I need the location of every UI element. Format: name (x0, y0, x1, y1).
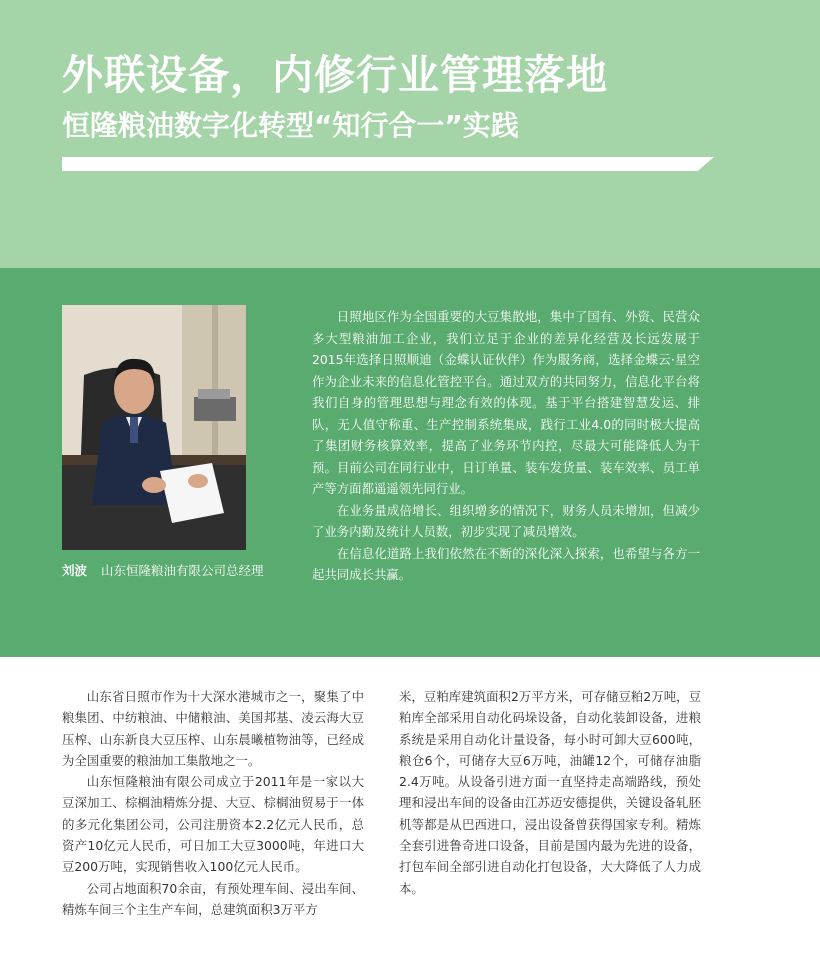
title-divider (62, 157, 714, 171)
profile-role: 山东恒隆粮油有限公司总经理 (101, 563, 264, 578)
profile-photo (62, 305, 246, 550)
article-paragraph: 山东恒隆粮油有限公司成立于2011年是一家以大豆深加工、棕榈油精炼分提、大豆、棕榈油贸易于一体的多元化集团公司，公司注册资本2.2亿元人民币，总资产10亿元人民币，可日加工大豆3000吨，年进口大豆200万吨，实现销售收入100亿元人民币。 (62, 774, 364, 875)
article-paragraph: 米，豆粕库建筑面积2万平方米，可存储豆粕2万吨，豆粕库全部采用自动化码垛设备，自动化装卸设备，进粮系统是采用自动化计量设备，每小时可卸大豆600吨，粮仓6个，可储存大豆6万吨，油罐12个，可储存油脂2.4万吨。从设备引进方面一直坚持走高端路线，预处理和浸出车间的设备由江苏迈安德提供，关键设备轧胚机等都是从巴西进口，浸出设备曾获得国家专利。精炼全套引进鲁奇进口设备，目前是国内最为先进的设备，打包车间全部引进自动化打包设备，大大降低了人力成本。 (399, 689, 701, 896)
article-paragraph: 公司占地面积70余亩，有预处理车间、浸出车间、精炼车间三个主生产车间，总建筑面积3万平方 (62, 880, 364, 917)
photo-caption (62, 561, 264, 579)
quote-paragraph: 在业务量成倍增长、组织增多的情况下，财务人员未增加，但减少了业务内勤及统计人员数，初步实现了减员增效。 (312, 502, 700, 539)
article-paragraph: 山东省日照市作为十大深水港城市之一，聚集了中粮集团、中纺粮油、中储粮油、美国邦基、凌云海大豆压榨、山东新良大豆压榨、山东晨曦植物油等，已经成为全国重要的粮油加工集散地之一。 (62, 689, 364, 768)
interview-quote (312, 306, 700, 586)
article-column-left (62, 686, 364, 920)
article-column-right (399, 686, 701, 899)
quote-paragraph: 日照地区作为全国重要的大豆集散地，集中了国有、外资、民营众多大型粮油加工企业，我们立足于企业的差异化经营及长远发展于2015年选择日照顺迪（金蝶认证伙伴）作为服务商，选择金蝶云·星空作为企业未来的信息化管控平台。通过双方的共同努力，信息化平台将我们自身的管理思想与理念有效的体现。基于平台搭建智慧发运、排队，无人值守称重、生产控制系统集成，践行工业4.0的同时极大提高了集团财务核算效率，提高了业务环节内控，尽最大可能降低人为干预。目前公司在同行业中，日订单量、装车发货量、装车效率、员工单产等方面都遥遥领先同行业。 (312, 309, 700, 496)
profile-name: 刘波 (62, 563, 88, 578)
page-subtitle: 恒隆粮油数字化转型“知行合一”实践 (62, 109, 519, 142)
page-title: 外联设备，内修行业管理落地 (62, 51, 608, 99)
quote-paragraph: 在信息化道路上我们依然在不断的深化深入探索，也希望与各方一起共同成长共赢。 (312, 545, 700, 582)
